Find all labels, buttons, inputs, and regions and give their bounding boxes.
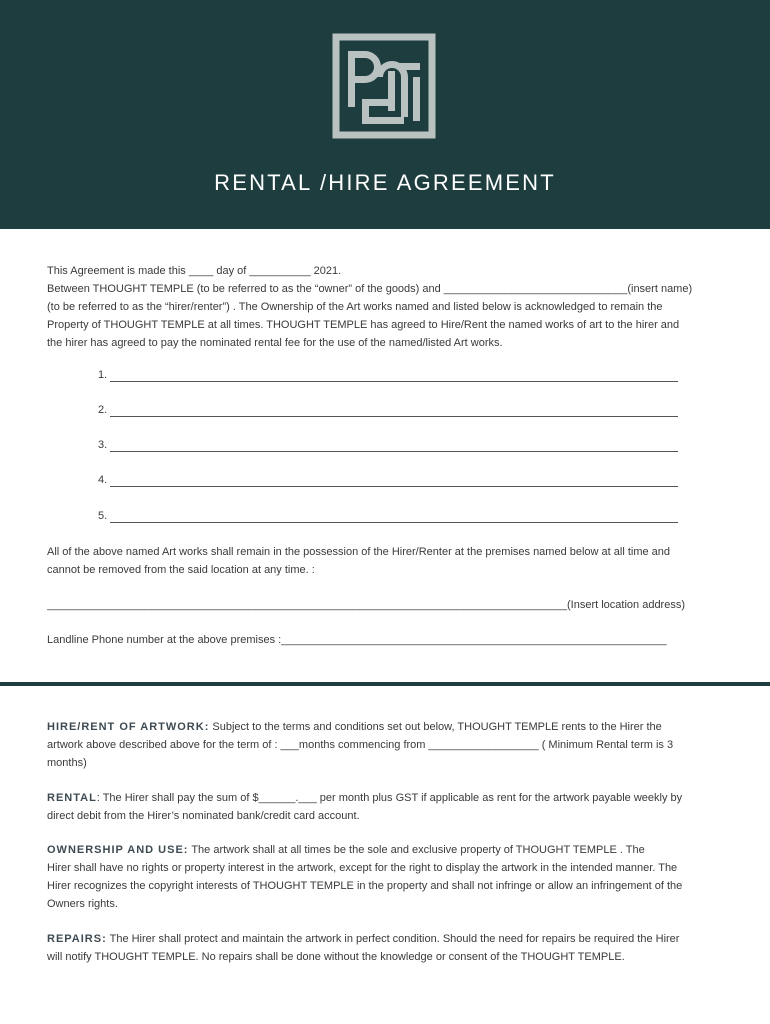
thought-temple-logo-icon [332, 33, 436, 139]
phone-field[interactable]: Landline Phone number at the above premises :_______________________________________________________________ [47, 634, 667, 646]
hire-text: Subject to the terms and conditions set out below, THOUGHT TEMPLE rents to the Hirer the [209, 721, 662, 733]
hire-clause-line-2: artwork above described above for the term of : ___months commencing from __________________ ( Minimum Rental term is 3 [47, 739, 674, 751]
hire-clause-line-1 [47, 718, 727, 736]
ownership-text: The artwork shall at all times be the sole and exclusive property of THOUGHT TEMPLE . The [188, 844, 645, 856]
artwork-line-5[interactable] [98, 510, 678, 526]
artwork-number: 1. [98, 369, 108, 381]
header-banner [0, 0, 770, 229]
intro-line-1: This Agreement is made this ____ day of __________ 2021. [47, 265, 342, 277]
repairs-label: REPAIRS: [47, 933, 107, 945]
intro-line-4: Property of THOUGHT TEMPLE at all times. THOUGHT TEMPLE has agreed to Hire/Rent the named works of art to the hirer and [47, 319, 680, 331]
intro-line-2: Between THOUGHT TEMPLE (to be referred to as the “owner” of the goods) and ______________________________(insert name) [47, 283, 693, 295]
rental-label: RENTAL [47, 792, 97, 804]
section-divider [0, 682, 770, 686]
artwork-line-3[interactable] [98, 439, 678, 455]
artwork-number: 4. [98, 474, 108, 486]
rental-clause-line-2: direct debit from the Hirer’s nominated bank/credit card account. [47, 810, 360, 822]
rental-text: : The Hirer shall pay the sum of $______.___ per month plus GST if applicable as rent for the artwork payable weekly by [96, 792, 683, 804]
intro-line-5: the hirer has agreed to pay the nominated rental fee for the use of the named/listed Art works. [47, 337, 503, 349]
hire-label: HIRE/RENT OF ARTWORK: [47, 721, 210, 733]
possession-line-2: cannot be removed from the said location at any time. : [47, 564, 315, 576]
artwork-number: 2. [98, 404, 108, 416]
repairs-clause-line-2: will notify THOUGHT TEMPLE. No repairs shall be done without the knowledge or consent of the THOUGHT TEMPLE. [47, 951, 625, 963]
artwork-line-4[interactable] [98, 474, 678, 490]
hire-clause-line-3: months) [47, 757, 87, 769]
location-field[interactable]: _____________________________________________________________________________________(Insert location address) [47, 599, 685, 611]
ownership-clause-line-2: Hirer shall have no rights or property interest in the artwork, except for the right to display the artwork in the intended manner. The [47, 862, 678, 874]
ownership-clause-line-3: Hirer recognizes the copyright interests of THOUGHT TEMPLE in the property and shall not infringe or allow an infringement of the [47, 880, 683, 892]
artwork-number: 5. [98, 510, 108, 522]
possession-line-1: All of the above named Art works shall remain in the possession of the Hirer/Renter at the premises named below at all time and [47, 546, 671, 558]
repairs-text: The Hirer shall protect and maintain the artwork in perfect condition. Should the need for repairs be required the Hirer [106, 933, 680, 945]
page-title: RENTAL /HIRE AGREEMENT [214, 170, 556, 195]
intro-line-3: (to be referred to as the “hirer/renter”) . The Ownership of the Art works named and listed below is acknowledged to remain the [47, 301, 663, 313]
ownership-clause-line-4: Owners rights. [47, 898, 118, 910]
ownership-clause-line-1 [47, 841, 727, 859]
repairs-clause-line-1 [47, 930, 727, 948]
artwork-line-1[interactable] [98, 369, 678, 385]
artwork-line-2[interactable] [98, 404, 678, 420]
rental-clause-line-1 [47, 789, 727, 807]
artwork-number: 3. [98, 439, 108, 451]
ownership-label: OWNERSHIP AND USE: [47, 844, 189, 856]
